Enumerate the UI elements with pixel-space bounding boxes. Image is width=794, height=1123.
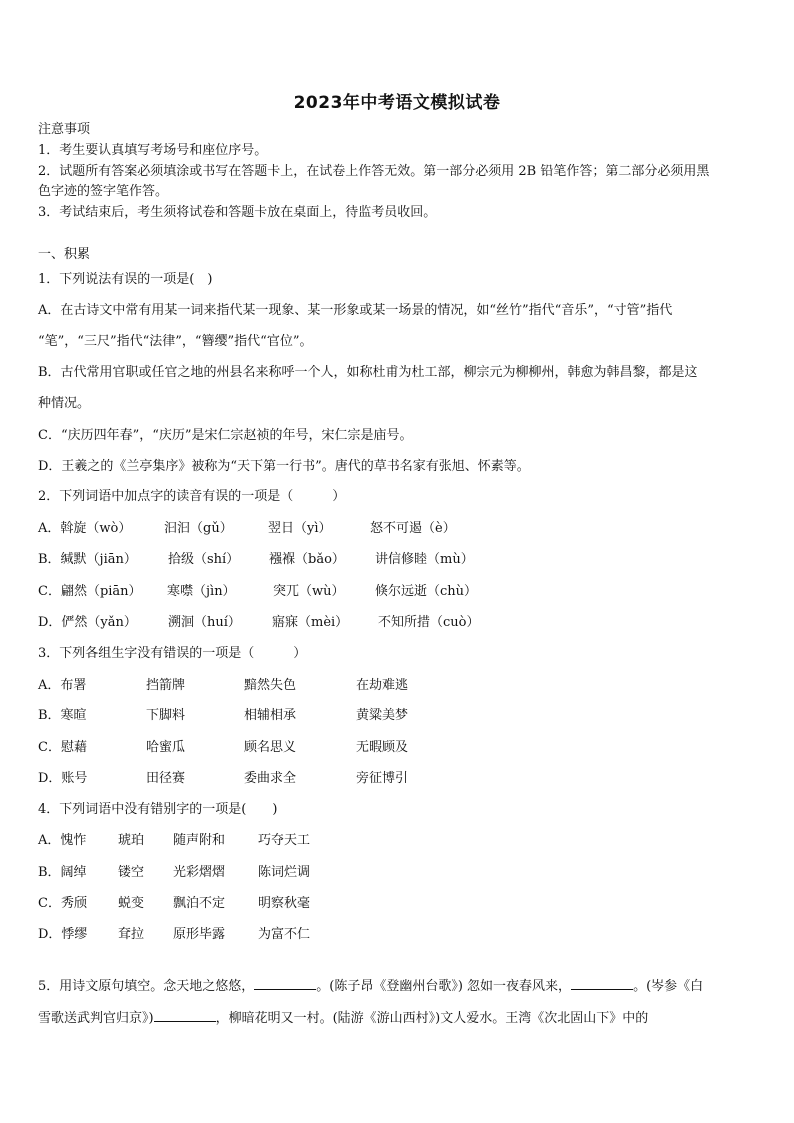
question-text: 。(陈子昂《登幽州台歌》) 忽如一夜春风来，: [316, 979, 572, 994]
option-cell: 翌日（yì）: [268, 521, 332, 536]
option-cell: 飘泊不定: [173, 896, 226, 911]
option-cell: 襁褓（bǎo）: [269, 552, 345, 567]
answer-blank[interactable]: [571, 977, 633, 990]
option-cell: 无暇顾及: [356, 740, 409, 755]
option-line: D．王羲之的《兰亭集序》被称为“天下第一行书”。唐代的草书名家有张旭、怀素等。: [38, 459, 530, 474]
fill-in-question: [38, 1009, 648, 1028]
option-cell: 光彩熠熠: [173, 865, 226, 880]
option-line: B．古代常用官职或任官之地的州县名来称呼一个人，如称杜甫为杜工部，柳宗元为柳柳州，韩愈为韩昌黎，都是这: [38, 365, 698, 380]
option-cell: A．布署: [38, 678, 87, 693]
option-cell: 倏尔远逝（chù）: [375, 584, 478, 599]
option-cell: D．悸缪: [38, 927, 88, 942]
option-cell: 蜕变: [118, 896, 145, 911]
question-stem: 1．下列说法有误的一项是( ): [38, 272, 213, 287]
answer-blank[interactable]: [154, 1009, 216, 1022]
option-cell: 寒噤（jìn）: [167, 584, 236, 599]
option-cell: 寤寐（mèi）: [272, 615, 349, 630]
option-cell: 挡箭牌: [146, 678, 186, 693]
answer-blank[interactable]: [254, 977, 316, 990]
fill-in-question: [38, 977, 703, 996]
option-cell: 怒不可遏（è）: [370, 521, 456, 536]
option-cell: 汩汩（gǔ）: [164, 521, 233, 536]
option-cell: C．慰藉: [38, 740, 87, 755]
question-text: ，柳暗花明又一村。(陆游《游山西村》)文人爱水。王湾《次北固山下》中的: [215, 1011, 649, 1026]
notice-item: 色字迹的签字笔作答。: [38, 184, 169, 199]
question-text: 5．用诗文原句填空。念天地之悠悠，: [38, 979, 255, 994]
option-cell: 镂空: [118, 865, 145, 880]
option-line: A．在古诗文中常有用某一词来指代某一现象、某一形象或某一场景的情况，如“丝竹”指代“音乐”，“寸管”指代: [38, 303, 673, 318]
page-title: 2023年中考语文模拟试卷: [293, 93, 501, 113]
option-cell: 下脚料: [146, 708, 186, 723]
option-cell: B．缄默（jiān）: [38, 552, 137, 567]
option-cell: 突兀（wù）: [273, 584, 345, 599]
option-cell: 陈词烂调: [258, 865, 311, 880]
option-cell: 黯然失色: [244, 678, 297, 693]
option-cell: 黄粱美梦: [356, 708, 409, 723]
option-cell: 琥珀: [118, 833, 145, 848]
question-stem: 4．下列词语中没有错别字的一项是( ): [38, 802, 278, 817]
option-cell: A．愧怍: [38, 833, 87, 848]
notice-heading: 注意事项: [38, 122, 91, 137]
option-cell: D．俨然（yǎn）: [38, 615, 137, 630]
question-text: 雪歌送武判官归京》): [38, 1011, 154, 1026]
option-cell: 巧夺天工: [258, 833, 311, 848]
option-cell: D．账号: [38, 771, 88, 786]
option-cell: 拾级（shí）: [168, 552, 240, 567]
option-cell: 委曲求全: [244, 771, 297, 786]
notice-item: 1．考生要认真填写考场号和座位序号。: [38, 143, 268, 158]
option-cell: 随声附和: [173, 833, 226, 848]
option-cell: 讲信修睦（mù）: [375, 552, 474, 567]
option-cell: 哈蜜瓜: [146, 740, 186, 755]
option-cell: 田径赛: [146, 771, 186, 786]
option-cell: 为富不仁: [258, 927, 311, 942]
question-stem: 2．下列词语中加点字的读音有误的一项是（ ）: [38, 489, 346, 504]
option-cell: 耷拉: [118, 927, 145, 942]
question-text: 。(岑参《白: [633, 979, 704, 994]
option-cell: 在劫难逃: [356, 678, 409, 693]
option-cell: 明察秋毫: [258, 896, 311, 911]
option-line: 种情况。: [38, 396, 91, 411]
option-cell: 相辅相承: [244, 708, 297, 723]
option-cell: 顾名思义: [244, 740, 297, 755]
notice-item: 2．试题所有答案必须填涂或书写在答题卡上，在试卷上作答无效。第一部分必须用 2B 铅笔作答；第二部分必须用黑: [38, 164, 710, 179]
option-line: “笔”，“三尺”指代“法律”，“簪缨”指代“官位”。: [38, 334, 313, 349]
option-cell: C．秀颀: [38, 896, 87, 911]
option-cell: 溯洄（huí）: [168, 615, 241, 630]
question-stem: 3．下列各组生字没有错误的一项是（ ）: [38, 646, 307, 661]
section-heading: 一、积累: [38, 247, 91, 262]
option-line: C．“庆历四年春”，“庆历”是宋仁宗赵祯的年号，宋仁宗是庙号。: [38, 428, 413, 443]
notice-item: 3．考试结束后，考生须将试卷和答题卡放在桌面上，待监考员收回。: [38, 205, 437, 220]
option-cell: 旁征博引: [356, 771, 409, 786]
option-cell: B．阔绰: [38, 865, 87, 880]
option-cell: C．翩然（piān）: [38, 584, 142, 599]
option-cell: A．斡旋（wò）: [38, 521, 132, 536]
option-cell: 不知所措（cuò）: [378, 615, 480, 630]
option-cell: B．寒暄: [38, 708, 87, 723]
option-cell: 原形毕露: [173, 927, 226, 942]
